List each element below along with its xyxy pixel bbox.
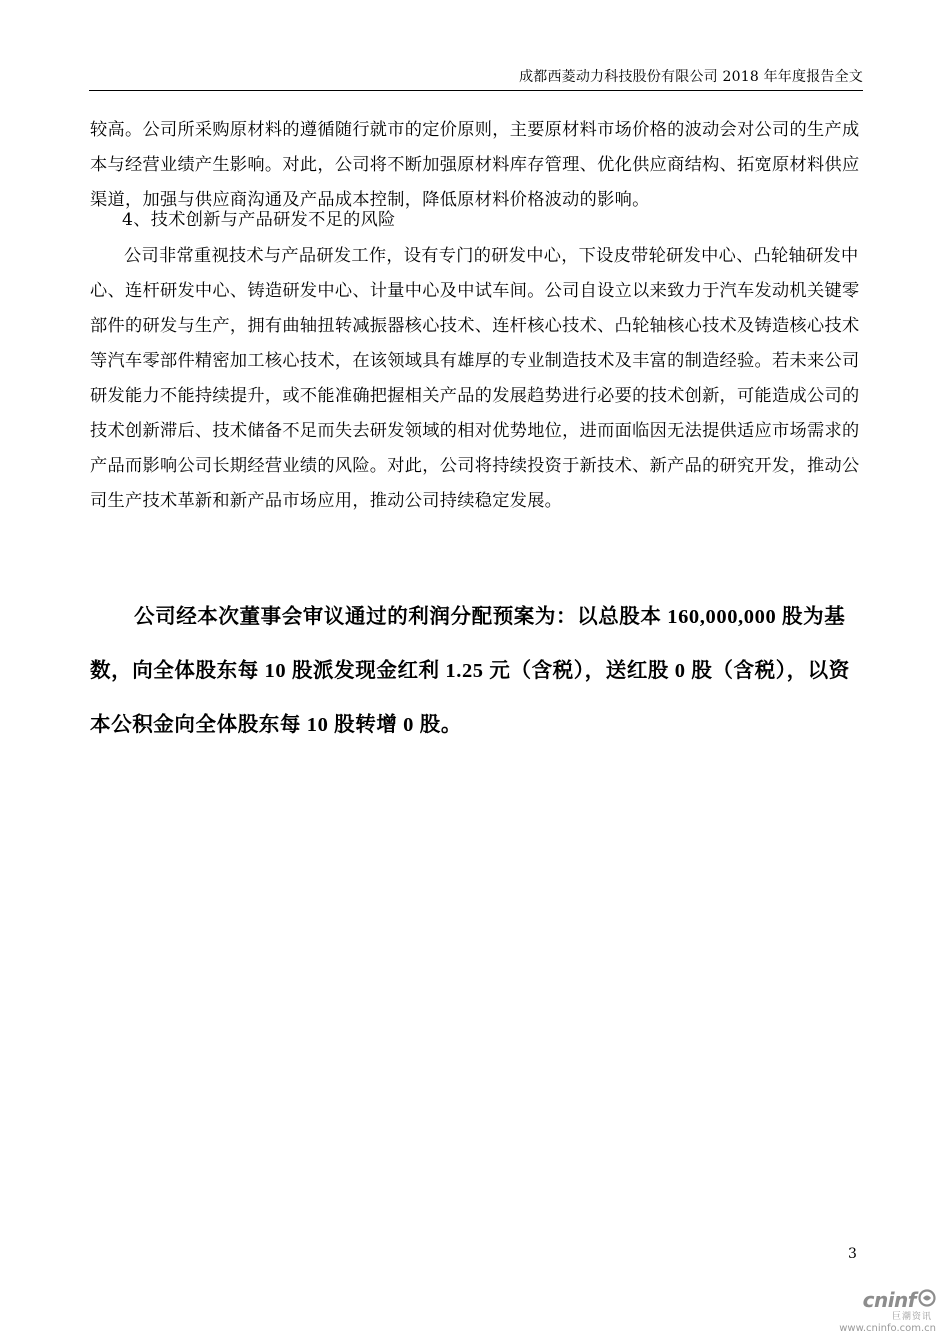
watermark-subtitle: 巨潮资讯	[891, 1312, 932, 1322]
dividend-plan-statement: 公司经本次董事会审议通过的利润分配预案为：以总股本 160,000,000 股为基数，向全体股东每 10 股派发现金红利 1.25 元（含税），送红股 0 股（含税），以资本公积金向全体股东每 10 股转增 0 股。	[90, 606, 850, 736]
cninfo-logo-icon	[918, 1289, 936, 1311]
page-number: 3	[848, 1246, 857, 1262]
paragraph-raw-material-risk: 较高。公司所采购原材料的遵循随行就市的定价原则，主要原材料市场价格的波动会对公司的生产成本与经营业绩产生影响。对此，公司将不断加强原材料库存管理、优化供应商结构、拓宽原材料供应渠道，加强与供应商沟通及产品成本控制，降低原材料价格波动的影响。	[90, 120, 860, 210]
paragraph-rd-risk: 公司非常重视技术与产品研发工作，设有专门的研发中心，下设皮带轮研发中心、凸轮轴研发中心、连杆研发中心、铸造研发中心、计量中心及中试车间。公司自设立以来致力于汽车发动机关键零部件的研发与生产，拥有曲轴扭转减振器核心技术、连杆核心技术、凸轮轴核心技术及铸造核心技术等汽车零部件精密加工核心技术，在该领域具有雄厚的专业制造技术及丰富的制造经验。若未来公司研发能力不能持续提升，或不能准确把握相关产品的发展趋势进行必要的技术创新，可能造成公司的技术创新滞后、技术储备不足而失去研发领域的相对优势地位，进而面临因无法提供适应市场需求的产品而影响公司长期经营业绩的风险。对此，公司将持续投资于新技术、新产品的研究开发，推动公司生产技术革新和新产品市场应用，推动公司持续稳定发展。	[90, 246, 860, 511]
report-header-title: 成都西菱动力科技股份有限公司 2018 年年度报告全文	[519, 69, 863, 85]
watermark-brand: cninf	[862, 1288, 916, 1312]
section-heading-rd-risk: 4、技术创新与产品研发不足的风险	[122, 210, 396, 230]
watermark-url: www.cninfo.com.cn	[839, 1323, 936, 1334]
cninfo-watermark	[806, 1288, 936, 1334]
header-divider	[89, 90, 863, 91]
